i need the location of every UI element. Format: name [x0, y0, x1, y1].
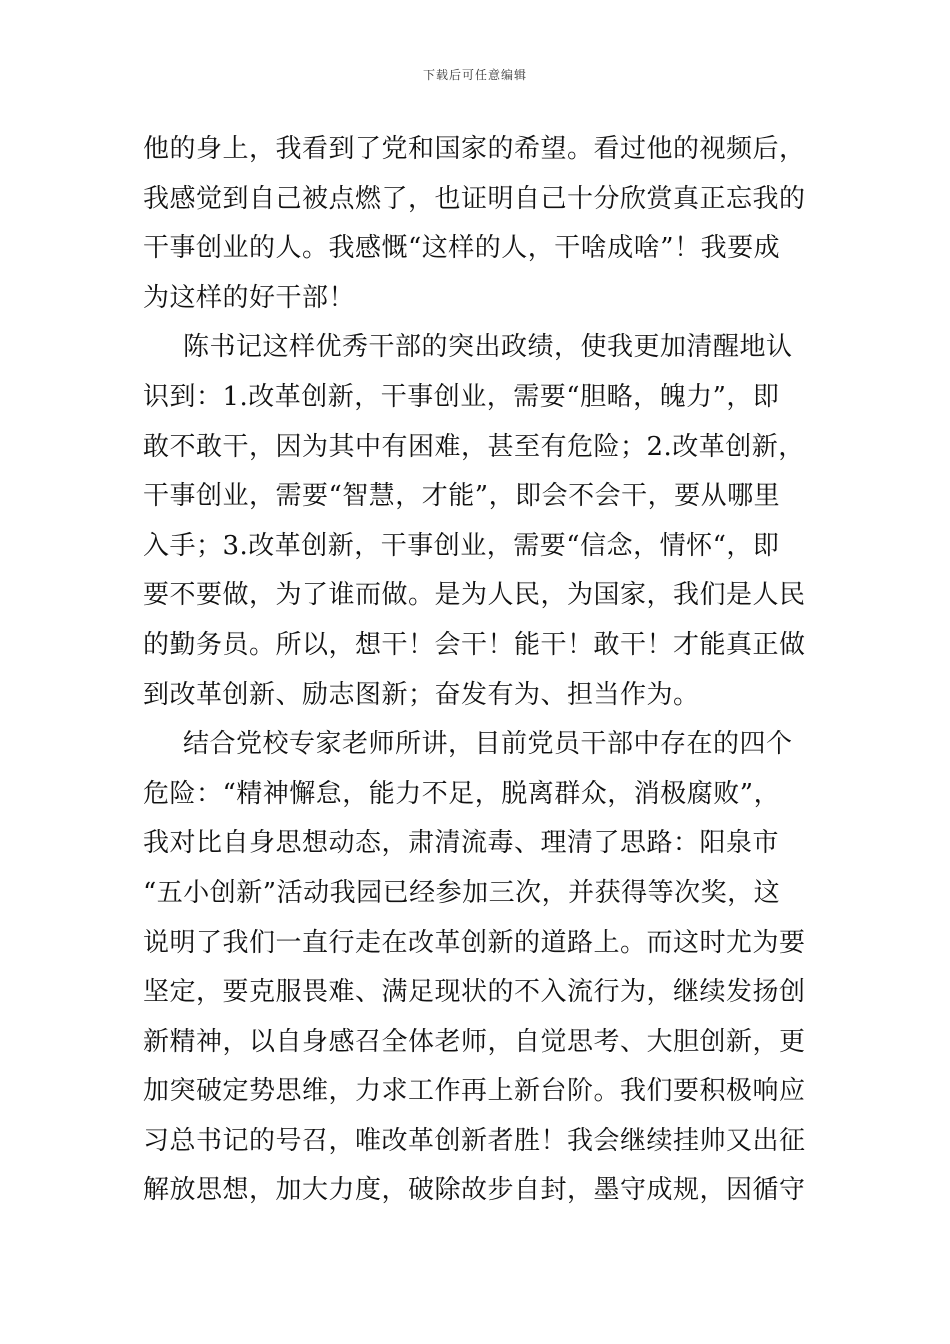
text-line: 陈书记这样优秀干部的突出政绩，使我更加清醒地认 [183, 332, 793, 363]
text-line: 解放思想，加大力度，破除故步自封，墨守成规，因循守 [143, 1175, 806, 1206]
text-line: “五小创新”活动我园已经参加三次，并获得等次奖，这 [143, 877, 781, 908]
text-line: 我感觉到自己被点燃了，也证明自己十分欣赏真正忘我的 [143, 183, 806, 214]
text-line: 为这样的好干部！ [143, 282, 356, 313]
header-note: 下载后可任意编辑 [422, 68, 527, 82]
text-line: 到改革创新、励志图新；奋发有为、担当作为。 [143, 679, 700, 710]
text-line: 识到：1.改革创新，干事创业，需要“胆略，魄力”，即 [143, 381, 780, 412]
text-line: 干事创业的人。我感慨“这样的人，干啥成啥”！我要成 [143, 233, 781, 264]
text-line: 敢不敢干，因为其中有困难，甚至有危险；2.改革创新， [143, 431, 805, 462]
text-line: 新精神，以自身感召全体老师，自觉思考、大胆创新，更 [143, 1026, 806, 1057]
text-line: 结合党校专家老师所讲，目前党员干部中存在的四个 [183, 729, 793, 760]
text-line: 的勤务员。所以，想干！会干！能干！敢干！才能真正做 [143, 629, 806, 660]
text-line: 加突破定势思维，力求工作再上新台阶。我们要积极响应 [143, 1076, 806, 1107]
text-line: 入手；3.改革创新，干事创业，需要“信念，情怀“，即 [143, 530, 780, 561]
text-line: 习总书记的号召，唯改革创新者胜！我会继续挂帅又出征 [143, 1125, 806, 1156]
document-body [143, 125, 813, 1216]
text-line: 要不要做，为了谁而做。是为人民，为国家，我们是人民 [143, 580, 806, 611]
text-line: 危险：“精神懈怠，能力不足，脱离群众，消极腐败”， [143, 778, 781, 809]
text-line: 坚定，要克服畏难、满足现状的不入流行为，继续发扬创 [143, 977, 806, 1008]
text-line: 说明了我们一直行走在改革创新的道路上。而这时尤为要 [143, 927, 806, 958]
text-line: 我对比自身思想动态，肃清流毒、理清了思路：阳泉市 [143, 828, 780, 859]
text-line: 他的身上，我看到了党和国家的希望。看过他的视频后， [143, 134, 806, 164]
text-line: 干事创业，需要“智慧，才能”，即会不会干，要从哪里 [143, 481, 781, 512]
